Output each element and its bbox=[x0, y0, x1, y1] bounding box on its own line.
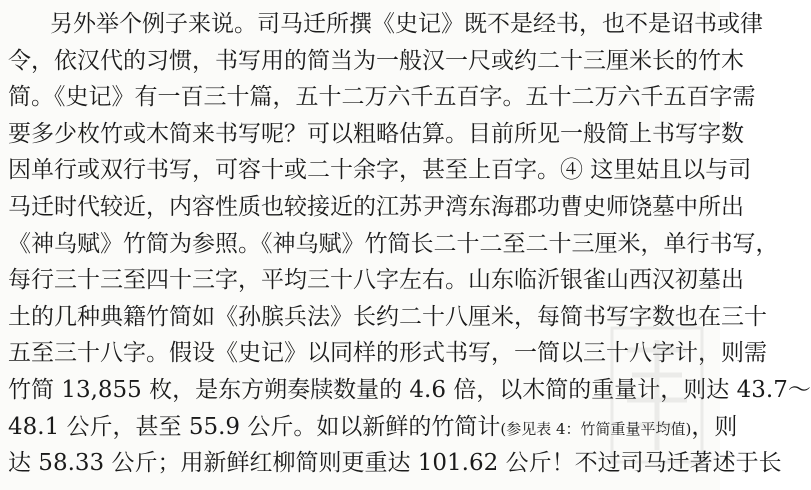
text-line-8: 每行三十三至四十三字，平均三十八字左右。山东临沂银雀山西汉初墓出 bbox=[8, 267, 744, 294]
text-line-1: 另外举个例子来说。司马迁所撰《史记》既不是经书，也不是诏书或律 bbox=[50, 11, 763, 37]
text-line-12-main: 48.1 公斤，甚至 55.9 公斤。如以新鲜的竹简计 bbox=[8, 413, 501, 440]
text-line-2: 令，依汉代的习惯，书写用的简当为一般汉一尺或约二十三厘米长的竹木 bbox=[8, 47, 744, 74]
text-line-3: 简。《史记》有一百三十篇，五十二万六千五百字。五十二万六千五百字需 bbox=[8, 84, 756, 111]
text-line-11: 竹简 13,855 枚，是东方朔奏牍数量的 4.6 倍，以木简的重量计，则达 43.7～ bbox=[8, 376, 811, 403]
text-line-13: 达 58.33 公斤；用新鲜红柳简则更重达 101.62 公斤！不过司马迁著述于长 bbox=[8, 450, 782, 477]
body-paragraph bbox=[8, 6, 811, 482]
text-line-5: 因单行或双行书写，可容十或二十余字，甚至上百字。④ 这里姑且以与司 bbox=[8, 157, 752, 184]
text-line-6: 马迁时代较近，内容性质也较接近的江苏尹湾东海郡功曹史师饶墓中所出 bbox=[8, 193, 744, 220]
text-line-12-tail: ，则 bbox=[691, 413, 738, 440]
text-line-12 bbox=[8, 409, 738, 446]
text-line-7: 《神乌赋》竹简为参照。《神乌赋》竹简长二十二至二十三厘米，单行书写， bbox=[8, 230, 779, 257]
text-line-10: 五至三十八字。假设《史记》以同样的形式书写，一简以三十八字计，则需 bbox=[8, 340, 767, 367]
text-line-4: 要多少枚竹或木简来书写呢？可以粗略估算。目前所见一般简上书写字数 bbox=[8, 120, 744, 147]
text-line-9: 土的几种典籍竹简如《孙膑兵法》长约二十八厘米，每简书写字数也在三十 bbox=[8, 303, 767, 330]
table-reference-note: (参见表 4：竹简重量平均值) bbox=[500, 419, 692, 438]
